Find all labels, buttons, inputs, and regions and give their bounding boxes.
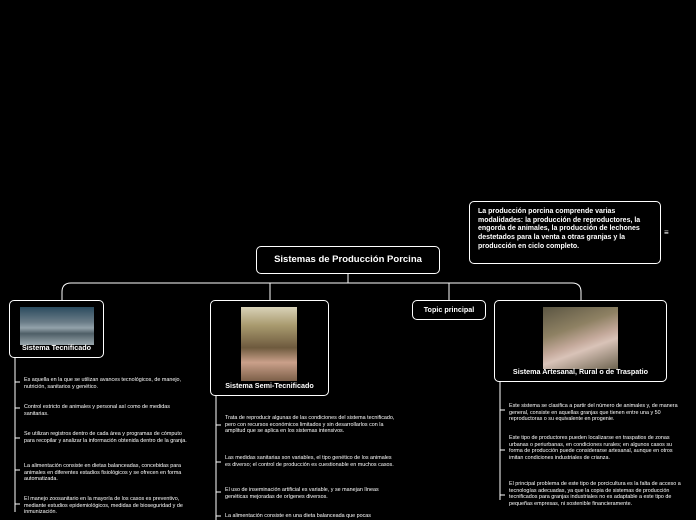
central-topic[interactable]: Sistemas de Producción Porcina <box>256 246 440 274</box>
leaf-node[interactable]: Es aquella en la que se utilizan avances tecnológicos, de manejo, nutrición, sanitarios y genético. <box>24 377 182 390</box>
leaf-node[interactable]: La alimentación consiste en una dieta balanceada que pocas <box>225 513 371 519</box>
branch-label: Sistema Semi-Tecnificado <box>225 381 314 390</box>
leaf-node[interactable]: El uso de inseminación artificial es variable, y se manejan líneas genéticas mejoradas de orígenes diversos. <box>225 487 379 500</box>
leaf-node[interactable]: Se utilizan registros dentro de cada área y programas de cómputo para recopilar y analizar la información obtenida dentro de la granja. <box>24 431 187 444</box>
branch-sistema-artesanal[interactable] <box>494 300 667 382</box>
leaf-node[interactable]: Las medidas sanitarias son variables, el tipo genético de los animales es diverso; el control de producción es cuestionable en muchos casos. <box>225 455 394 468</box>
callout-note[interactable]: La producción porcina comprende varias modalidades: la producción de reproductores, la engorda de animales, la producción de lechones destetados para la venta a otras granjas y la producción en ciclo completo. <box>469 201 661 264</box>
leaf-node[interactable]: Este sistema se clasifica a partir del número de animales y, de manera general, consiste en aquellas granjas que tienen entre una y 50 reproductoras o su equivalente en progenie. <box>509 403 678 423</box>
pig-farm-interior-photo <box>20 307 94 345</box>
pig-pen-photo <box>241 307 297 381</box>
branch-label: Topic principal <box>423 305 475 314</box>
leaf-node[interactable]: Este tipo de productores pueden localizarse en traspatios de zonas urbanas o periurbanas, en condiciones rurales; en algunos casos su forma de producción puede considerarse artesanal, aunque en otros imitan condiciones industriales de crianza. <box>509 435 673 461</box>
backyard-pigs-photo <box>543 307 618 369</box>
branch-topic-principal[interactable] <box>412 300 486 320</box>
branch-label: Sistema Tecnificado <box>22 343 91 352</box>
leaf-node[interactable]: Trata de reproducir algunas de las condiciones del sistema tecnificado, pero con recursos económicos limitados y sin desarrollarlos con la amplitud que se aplica en los sistemas intensivos. <box>225 415 395 435</box>
menu-icon[interactable]: ≡ <box>664 228 669 237</box>
branch-sistema-semi-tecnificado[interactable] <box>210 300 329 396</box>
branch-label: Sistema Artesanal, Rural o de Traspatio <box>512 367 649 376</box>
leaf-node[interactable]: El manejo zoosanitario en la mayoría de los casos es preventivo, mediante estudios epidemiológicos, medidas de bioseguridad y de inmunización. <box>24 496 183 516</box>
leaf-node[interactable]: Control estricto de animales y personal así como de medidas sanitarias. <box>24 404 170 417</box>
branch-sistema-tecnificado[interactable] <box>9 300 104 358</box>
leaf-node[interactable]: El principal problema de este tipo de porcicultura es la falta de acceso a tecnologías adecuadas, ya que la copia de sistemas de producción tecnificados para granjas industriales no es adaptable a este tipo de pequeñas empresas, ni sostenible financieramente. <box>509 481 681 507</box>
leaf-node[interactable]: La alimentación consiste en dietas balanceadas, concebidas para animales en diferentes estadios fisiológicos y se ofrecen en forma automatizada. <box>24 463 182 483</box>
